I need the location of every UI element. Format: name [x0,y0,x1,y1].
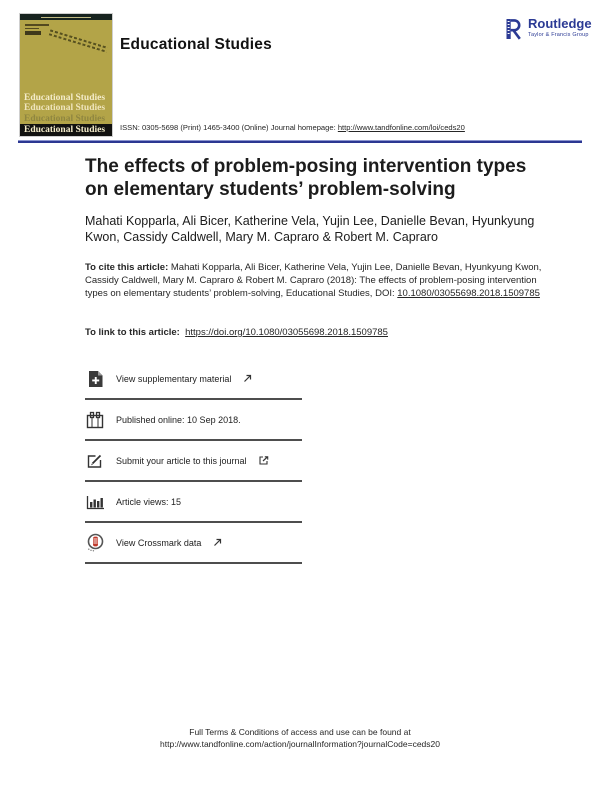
terms-url[interactable]: http://www.tandfonline.com/action/journalInformation?journalCode=ceds20 [160,739,440,749]
journal-homepage-link[interactable]: http://www.tandfonline.com/loi/ceds20 [337,123,465,132]
action-label: Published online: 10 Sep 2018. [116,414,241,425]
bar-chart-icon [85,493,105,511]
article-title: The effects of problem-posing intervention types on elementary students’ problem-solving [85,156,527,200]
cite-doi-link[interactable]: 10.1080/03055698.2018.1509785 [397,288,540,299]
cite-text: Mahati Kopparla, Ali Bicer, Katherine Vela, Yujin Lee, Danielle Bevan, Hyunkyung Kwon, Cassidy Caldwell, Mary M. Capraro & Robert M. Capraro (2018): The effects of problem-posing intervention types on elementary students’ problem-solving, Educational Studies, DOI: [85,262,542,299]
issn-homepage-line [120,123,465,132]
article-authors: Mahati Kopparla, Ali Bicer, Katherine Vela, Yujin Lee, Danielle Bevan, Hyunkyung Kwon, Cassidy Caldwell, Mary M. Capraro & Robert M. Capraro [85,214,535,244]
cite-block [85,261,545,300]
routledge-r-icon [506,17,524,47]
cover-title-line: Educational Studies [24,103,106,113]
routledge-logo-name: Routledge [528,16,592,31]
cover-title-line: Educational Studies [24,113,106,124]
action-list [85,359,302,564]
calendar-icon [85,411,105,429]
action-label: View supplementary material [116,373,232,384]
cite-label: To cite this article: [85,262,169,273]
journal-cover-thumbnail [20,14,112,136]
cover-title-line: Educational Studies [24,92,106,103]
cover-issn-block [25,24,49,35]
action-row-crossmark[interactable] [85,523,302,564]
cover-title-lines [20,93,112,125]
action-label: Article views: 15 [116,496,182,507]
action-label: Submit your article to this journal [116,455,247,466]
terms-footer [0,726,600,750]
supplementary-material-icon [85,370,105,388]
issn-text: ISSN: 0305-5698 (Print) 1465-3400 (Online) Journal homepage: [120,123,338,132]
external-link-icon [259,456,269,465]
external-link-icon [243,374,252,383]
action-row-submit[interactable] [85,441,302,482]
routledge-logo-tagline: Taylor & Francis Group [528,32,589,38]
link-block [85,327,388,338]
terms-line: Full Terms & Conditions of access and use can be found at [189,727,411,737]
header-divider-rule [18,140,582,143]
routledge-logo [506,17,592,47]
action-row-published[interactable] [85,400,302,441]
cover-title-line-bottom: Educational Studies [20,124,112,136]
cover-diagonal-text [48,29,108,54]
crossmark-icon [85,533,105,552]
action-label: View Crossmark data [116,537,202,548]
action-row-supplementary[interactable] [85,359,302,400]
article-doi-link[interactable]: https://doi.org/10.1080/03055698.2018.1509785 [185,327,388,338]
action-row-article-views[interactable] [85,482,302,523]
submit-article-icon [85,452,105,470]
link-label: To link to this article: [85,327,180,338]
cover-publisher-mark [25,31,41,35]
journal-title: Educational Studies [120,36,272,53]
external-link-icon [213,538,222,547]
cover-top-bar [20,14,112,20]
